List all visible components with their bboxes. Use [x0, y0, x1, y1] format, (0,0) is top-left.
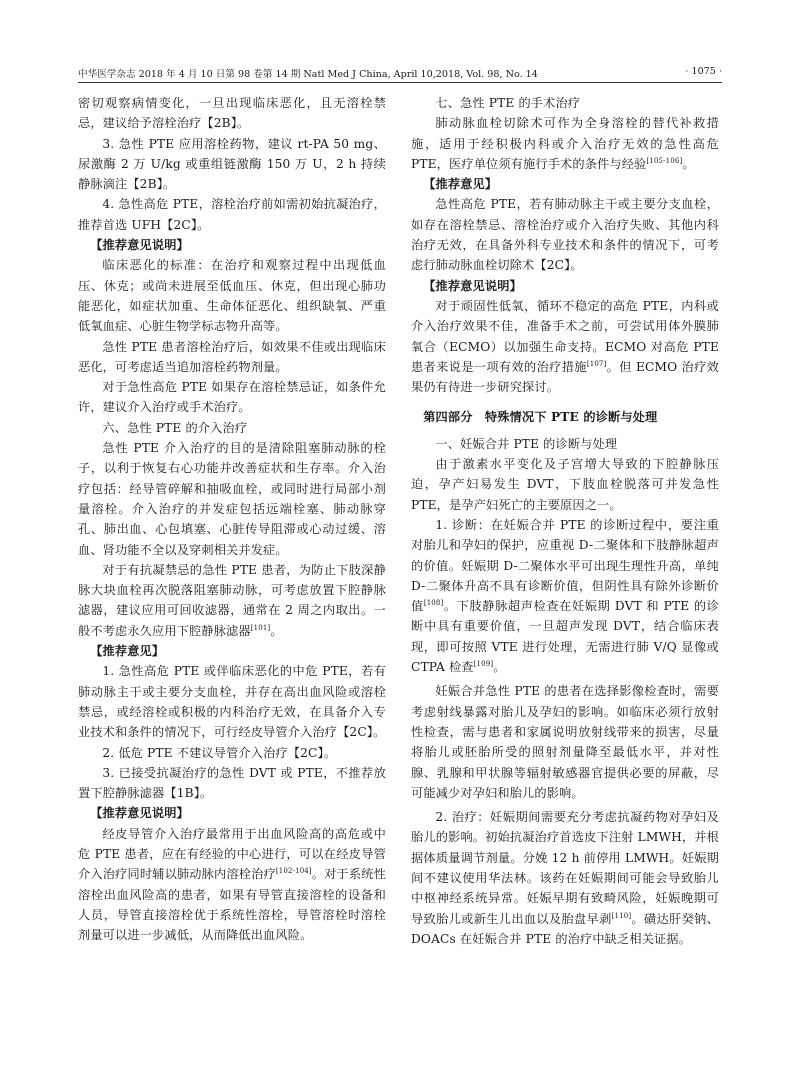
- paragraph: 4. 急性高危 PTE，溶栓治疗前如需初始抗凝治疗，推荐首选 UFH【2C】。: [78, 197, 386, 232]
- paragraph: 妊娠合并急性 PTE 的患者在选择影像检查时，需要考虑射线暴露对胎儿及孕妇的影响。如临床必须行放射性检查，需与患者和家属说明放射线带来的损害，尽量将胎儿或胚胎所受的照射剂量降至最低水平，并对性腺、乳腺和甲状腺等辐射敏感器官提供必要的屏蔽，尽可能减少对孕妇和胎儿的影响。: [411, 684, 719, 800]
- paragraph: 2. 治疗：妊娠期间需要充分考虑抗凝药物对孕妇及胎儿的影响。初始抗凝治疗首选皮下注射 LMWH，并根据体质量调节剂量。分娩 12 h 前停用 LMWH。妊娠期间不建议使用华法林。该药在妊娠期间可能会导致胎儿中枢神经系统异常。妊娠早期有致畸风险，妊娠晚期可导致胎儿或新生儿出血以及胎盘早剥[110]。磺达肝癸钠、DOACs 在妊娠合并 PTE 的治疗中缺乏相关证据。: [411, 810, 719, 946]
- section-heading: 一、妊娠合并 PTE 的诊断与处理: [435, 436, 618, 451]
- paragraph: 1. 诊断：在妊娠合并 PTE 的诊断过程中，要注重对胎儿和孕妇的保护，应重视 D-二聚体和下肢静脉超声的价值。妊娠期 D-二聚体水平可出现生理性升高，单纯 D-二聚体升高不具有诊断价值，但阴性具有除外诊断价值[108]。下肢静脉超声检查在妊娠期 DVT 和 PTE 的诊断中具有重要价值，一旦超声发现 DVT，结合临床表现，即可按照 VTE 进行处理，无需进行肺 V/Q 显像或 CTPA 检查[109]。: [411, 517, 719, 675]
- paragraph: 肺动脉血栓切除术可作为全身溶栓的替代补救措施，适用于经积极内科或介入治疗无效的急性高危 PTE，医疗单位须有施行手术的条件与经验[105-106]。: [411, 116, 719, 171]
- citation-ref: [108]: [423, 599, 444, 608]
- paragraph: 3. 急性 PTE 应用溶栓药物，建议 rt-PA 50 mg、尿激酶 2 万 U/kg 或重组链激酶 150 万 U，2 h 持续静脉滴注【2B】。: [78, 136, 386, 192]
- citation-ref: [102-104]: [275, 867, 312, 876]
- recommendation-heading: 【推荐意见说明】: [90, 806, 189, 821]
- paragraph: 3. 已接受抗凝治疗的急性 DVT 或 PTE，不推荐放置下腔静脉滤器【1B】。: [78, 765, 386, 801]
- page-number: · 1075 ·: [685, 66, 722, 77]
- recommendation-heading: 【推荐意见】: [423, 177, 498, 192]
- journal-citation: 中华医学杂志 2018 年 4 月 10 日第 98 卷第 14 期 Natl Med J China, April 10,2018, Vol. 98, No. 14: [78, 69, 538, 80]
- paragraph: 2. 低危 PTE 不建议导管介入治疗【2C】。: [102, 745, 337, 760]
- part-heading: 第四部分 特殊情况下 PTE 的诊断与处理: [423, 410, 658, 425]
- paragraph: 急性 PTE 患者溶栓治疗后，如效果不佳或出现临床恶化，可考虑适当追加溶栓药物剂量。: [78, 339, 386, 374]
- running-header: [78, 64, 722, 83]
- section-heading: 七、急性 PTE 的手术治疗: [435, 96, 581, 110]
- paragraph: 急性 PTE 介入治疗的目的是清除阻塞肺动脉的栓子，以利于恢复右心功能并改善症状和生存率。介入治疗包括：经导管碎解和抽吸血栓，或同时进行局部小剂量溶栓。介入治疗的并发症包括远端栓塞、肺动脉穿孔、肺出血、心包填塞、心脏传导阻滞或心动过缓、溶血、肾功能不全以及穿刺相关并发症。: [78, 441, 386, 557]
- left-column: [78, 93, 386, 945]
- citation-ref: [107]: [586, 359, 607, 368]
- recommendation-heading: 【推荐意见说明】: [423, 278, 522, 293]
- paragraph: 由于激素水平变化及子宫增大导致的下腔静脉压迫，孕产妇易发生 DVT，下肢血栓脱落可并发急性 PTE，是孕产妇死亡的主要原因之一。: [411, 457, 719, 512]
- paragraph: 1. 急性高危 PTE 或伴临床恶化的中危 PTE，若有肺动脉主干或主要分支血栓，并存在高出血风险或溶栓禁忌，或经溶栓或积极的内科治疗无效，在具备介入专业技术和条件的情况下，可行经皮导管介入治疗【2C】。: [78, 664, 386, 740]
- paragraph: 密切观察病情变化，一旦出现临床恶化，且无溶栓禁忌，建议给予溶栓治疗【2B】。: [78, 96, 386, 131]
- paragraph: 急性高危 PTE，若有肺动脉主干或主要分支血栓，如存在溶栓禁忌、溶栓治疗或介入治疗失败、其他内科治疗无效，在具备外科专业技术和条件的情况下，可考虑行肺动脉血栓切除术【2C】。: [411, 197, 719, 273]
- paragraph: 对于顽固性低氧，循环不稳定的高危 PTE，内科或介入治疗效果不佳，准备手术之前，可尝试用体外膜肺氧合（ECMO）以加强生命支持。ECMO 对高危 PTE 患者来说是一项有效的治疗措施[107]。但 ECMO 治疗效果仍有待进一步研究探讨。: [411, 298, 720, 395]
- paragraph: 临床恶化的标准：在治疗和观察过程中出现低血压、休克；或尚未进展至低血压、休克，但出现心肺功能恶化，如症状加重、生命体征恶化、组织缺氧、严重低氧血症、心脏生物学标志物升高等。: [78, 258, 386, 334]
- paragraph: 对于急性高危 PTE 如果存在溶栓禁忌证，如条件允许，建议介入治疗或手术治疗。: [78, 380, 386, 415]
- section-heading: 六、急性 PTE 的介入治疗: [102, 420, 248, 435]
- paragraph: 对于有抗凝禁忌的急性 PTE 患者，为防止下肢深静脉大块血栓再次脱落阻塞肺动脉，可考虑放置下腔静脉滤器，建议应用可回收滤器，通常在 2 周之内取出。一般不考虑永久应用下腔静脉滤器[101]。: [78, 562, 386, 638]
- paragraph: 经皮导管介入治疗最常用于出血风险高的高危或中危 PTE 患者，应在有经验的中心进行，可以在经皮导管介入治疗同时辅以肺动脉内溶栓治疗[102-104]。对于系统性溶栓出血风险高的患者，如果有导管直接溶栓的设备和人员，导管直接溶栓优于系统性溶栓，导管溶栓时溶栓剂量可以进一步减低，从而降低出血风险。: [78, 826, 387, 943]
- right-column: [411, 93, 719, 949]
- citation-ref: [110]: [611, 911, 632, 920]
- citation-ref: [109]: [473, 660, 494, 669]
- citation-ref: [101]: [250, 623, 271, 632]
- recommendation-heading: 【推荐意见】: [90, 644, 165, 659]
- recommendation-heading: 【推荐意见说明】: [90, 238, 189, 253]
- citation-ref: [105-106]: [646, 156, 683, 165]
